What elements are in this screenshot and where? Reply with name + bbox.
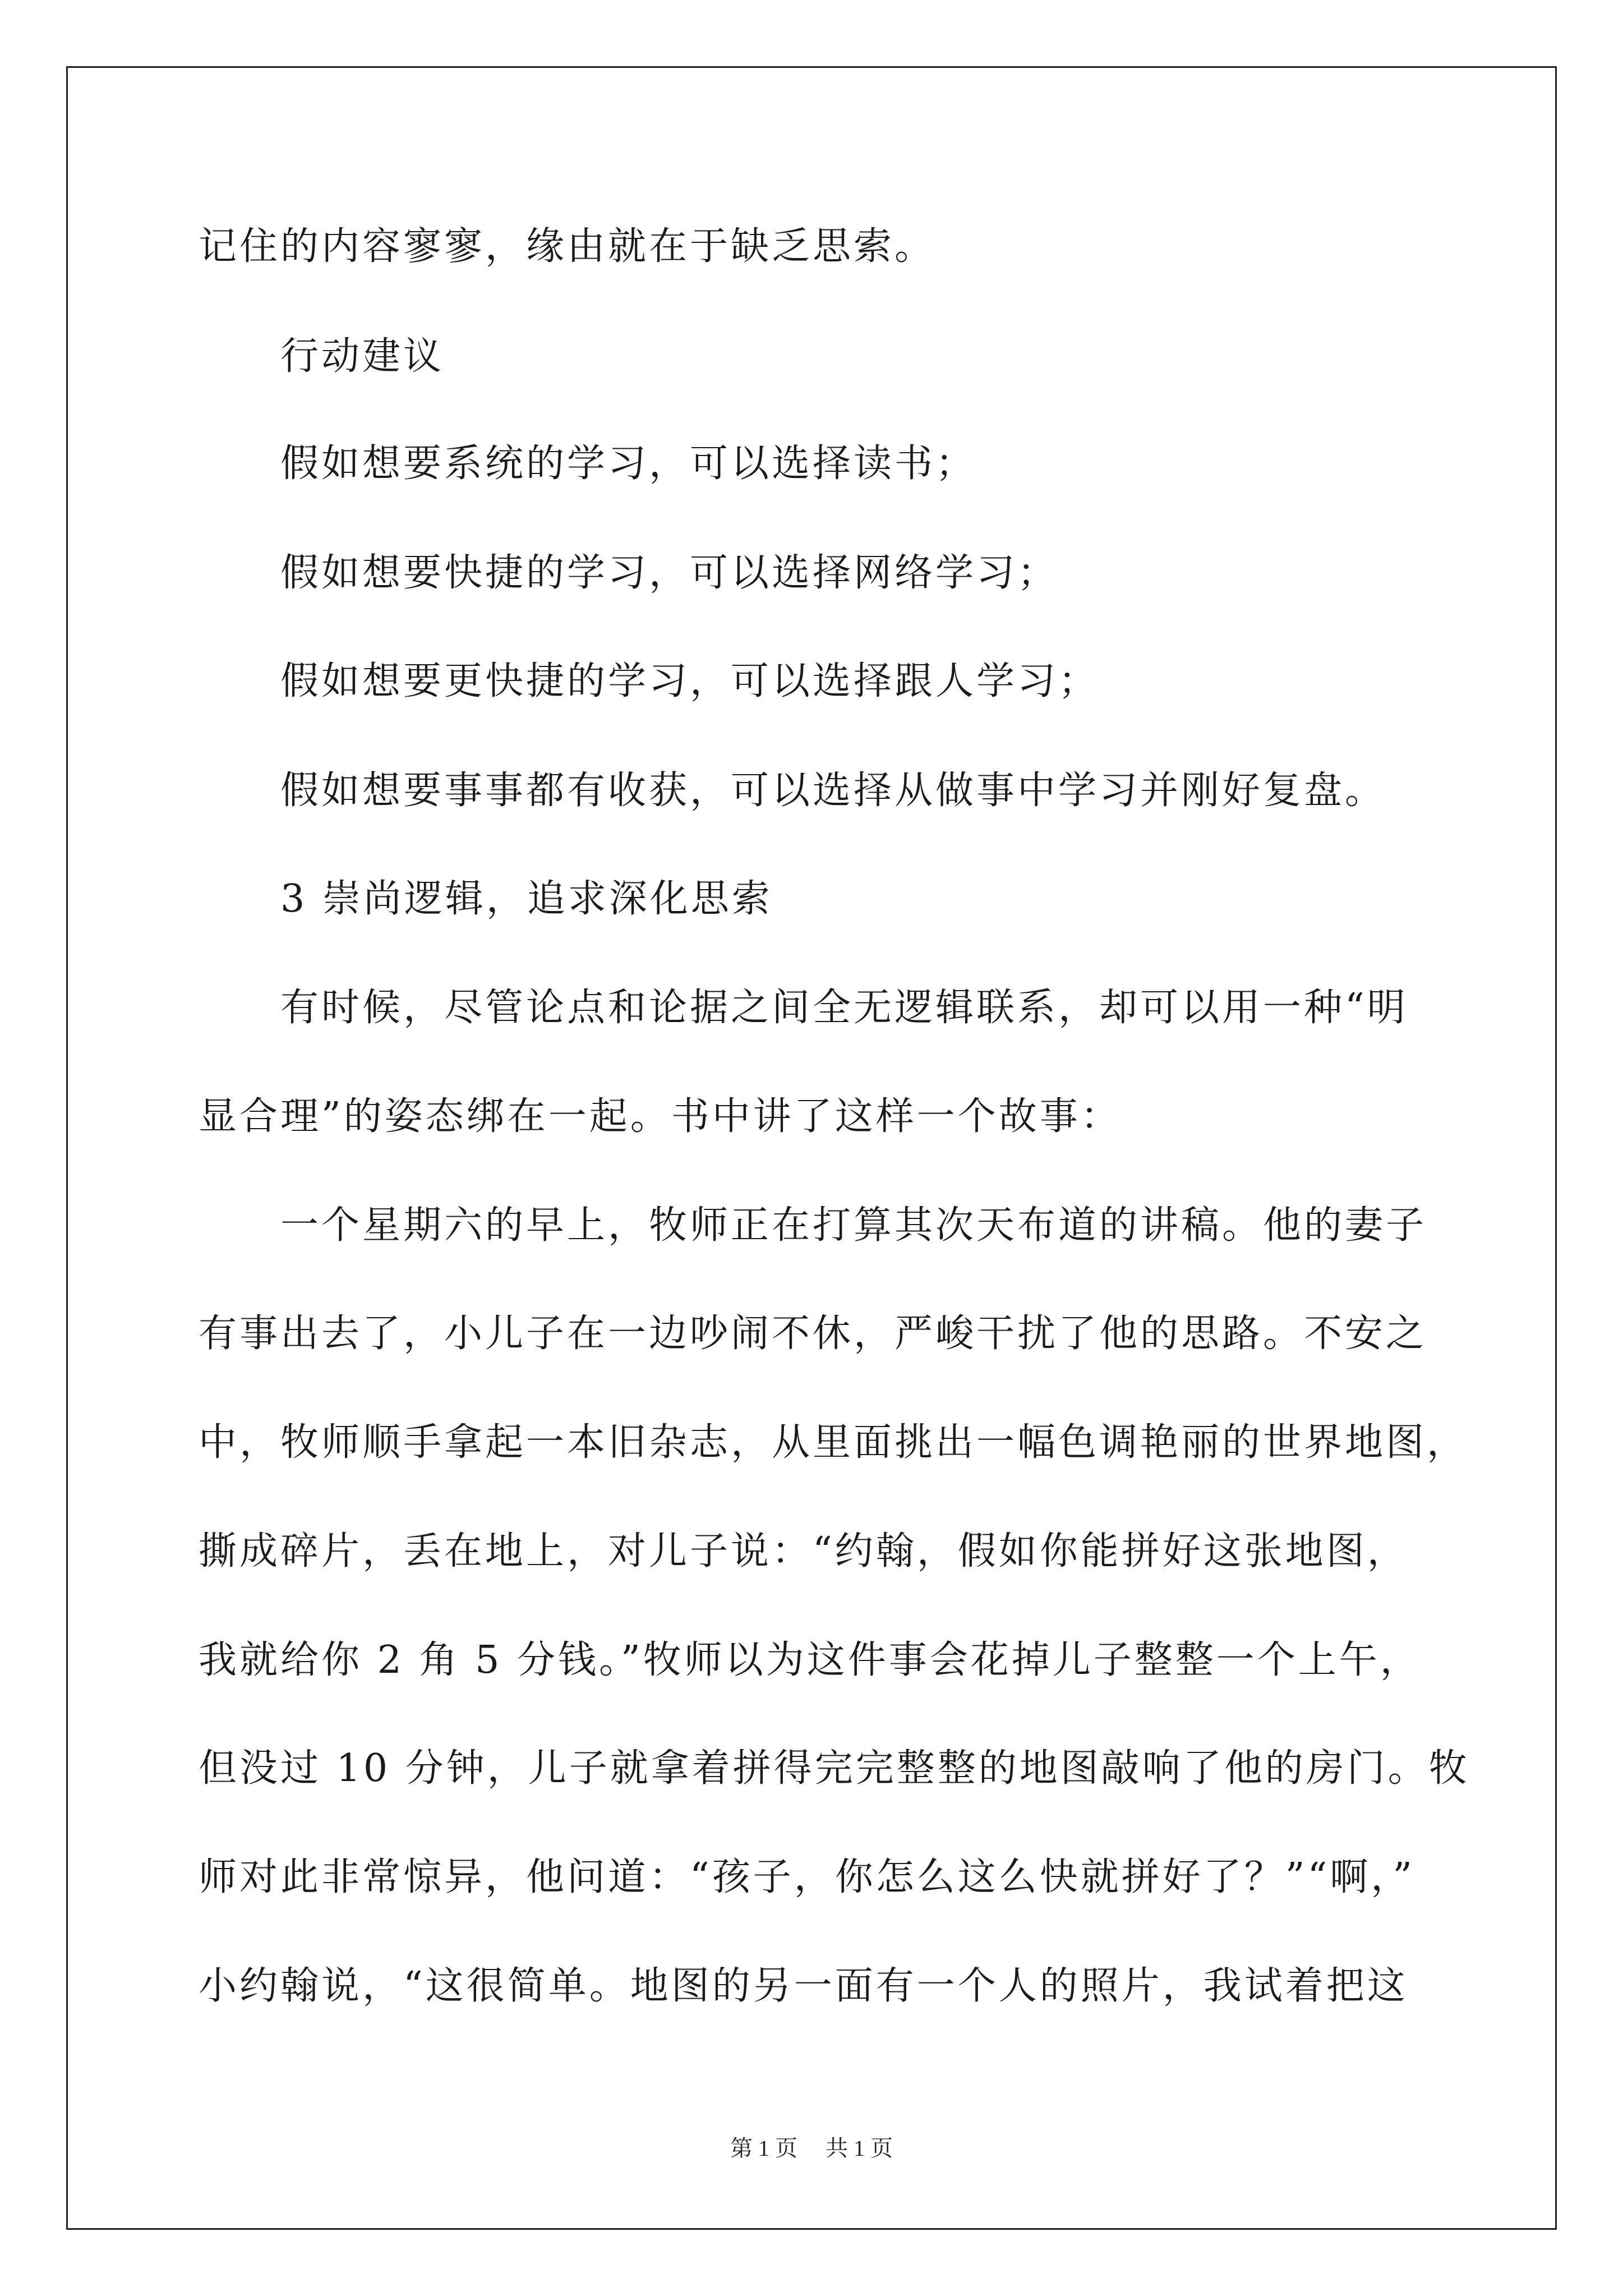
paragraph-line: 我就给你 2 角 5 分钱。”牧师以为这件事会花掉儿子整整一个上午， xyxy=(199,1638,1421,1682)
paragraph-line: 师对此非常惊异，他问道：“孩子，你怎么这么快就拼好了？”“啊，” xyxy=(199,1855,1415,1899)
page-border xyxy=(66,66,1557,2230)
paragraph-line: 假如想要快捷的学习，可以选择网络学习； xyxy=(280,551,1059,595)
paragraph-line: 假如想要事事都有收获，可以选择从做事中学习并刚好复盘。 xyxy=(280,769,1386,813)
paragraph-line: 中，牧师顺手拿起一本旧杂志，从里面挑出一幅色调艳丽的世界地图， xyxy=(199,1420,1468,1465)
section-heading: 3 崇尚逻辑，追求深化思索 xyxy=(280,877,773,921)
section-heading: 行动建议 xyxy=(280,334,445,379)
paragraph-line: 假如想要系统的学习，可以选择读书； xyxy=(280,441,977,486)
paragraph-line: 小约翰说，“这很简单。地图的另一面有一个人的照片，我试着把这 xyxy=(199,1964,1408,2008)
paragraph-line: 但没过 10 分钟，儿子就拿着拼得完完整整的地图敲响了他的房门。牧 xyxy=(199,1746,1470,1791)
page-number: 第 1 页 xyxy=(730,2136,797,2161)
paragraph-line: 记住的内容寥寥，缘由就在于缺乏思索。 xyxy=(199,224,936,269)
paragraph-line: 假如想要更快捷的学习，可以选择跟人学习； xyxy=(280,659,1100,703)
page-footer xyxy=(0,2134,1623,2162)
paragraph-line: 有时候，尽管论点和论据之间全无逻辑联系，却可以用一种“明 xyxy=(280,986,1408,1030)
paragraph-line: 有事出去了，小儿子在一边吵闹不休，严峻干扰了他的思路。不安之 xyxy=(199,1312,1427,1356)
paragraph-line: 撕成碎片，丢在地上，对儿子说：“约翰，假如你能拼好这张地图， xyxy=(199,1529,1408,1573)
paragraph-line: 一个星期六的早上，牧师正在打算其次天布道的讲稿。他的妻子 xyxy=(280,1203,1427,1248)
page-total: 共 1 页 xyxy=(826,2136,893,2161)
paragraph-line: 显合理”的姿态绑在一起。书中讲了这样一个故事： xyxy=(199,1094,1122,1139)
